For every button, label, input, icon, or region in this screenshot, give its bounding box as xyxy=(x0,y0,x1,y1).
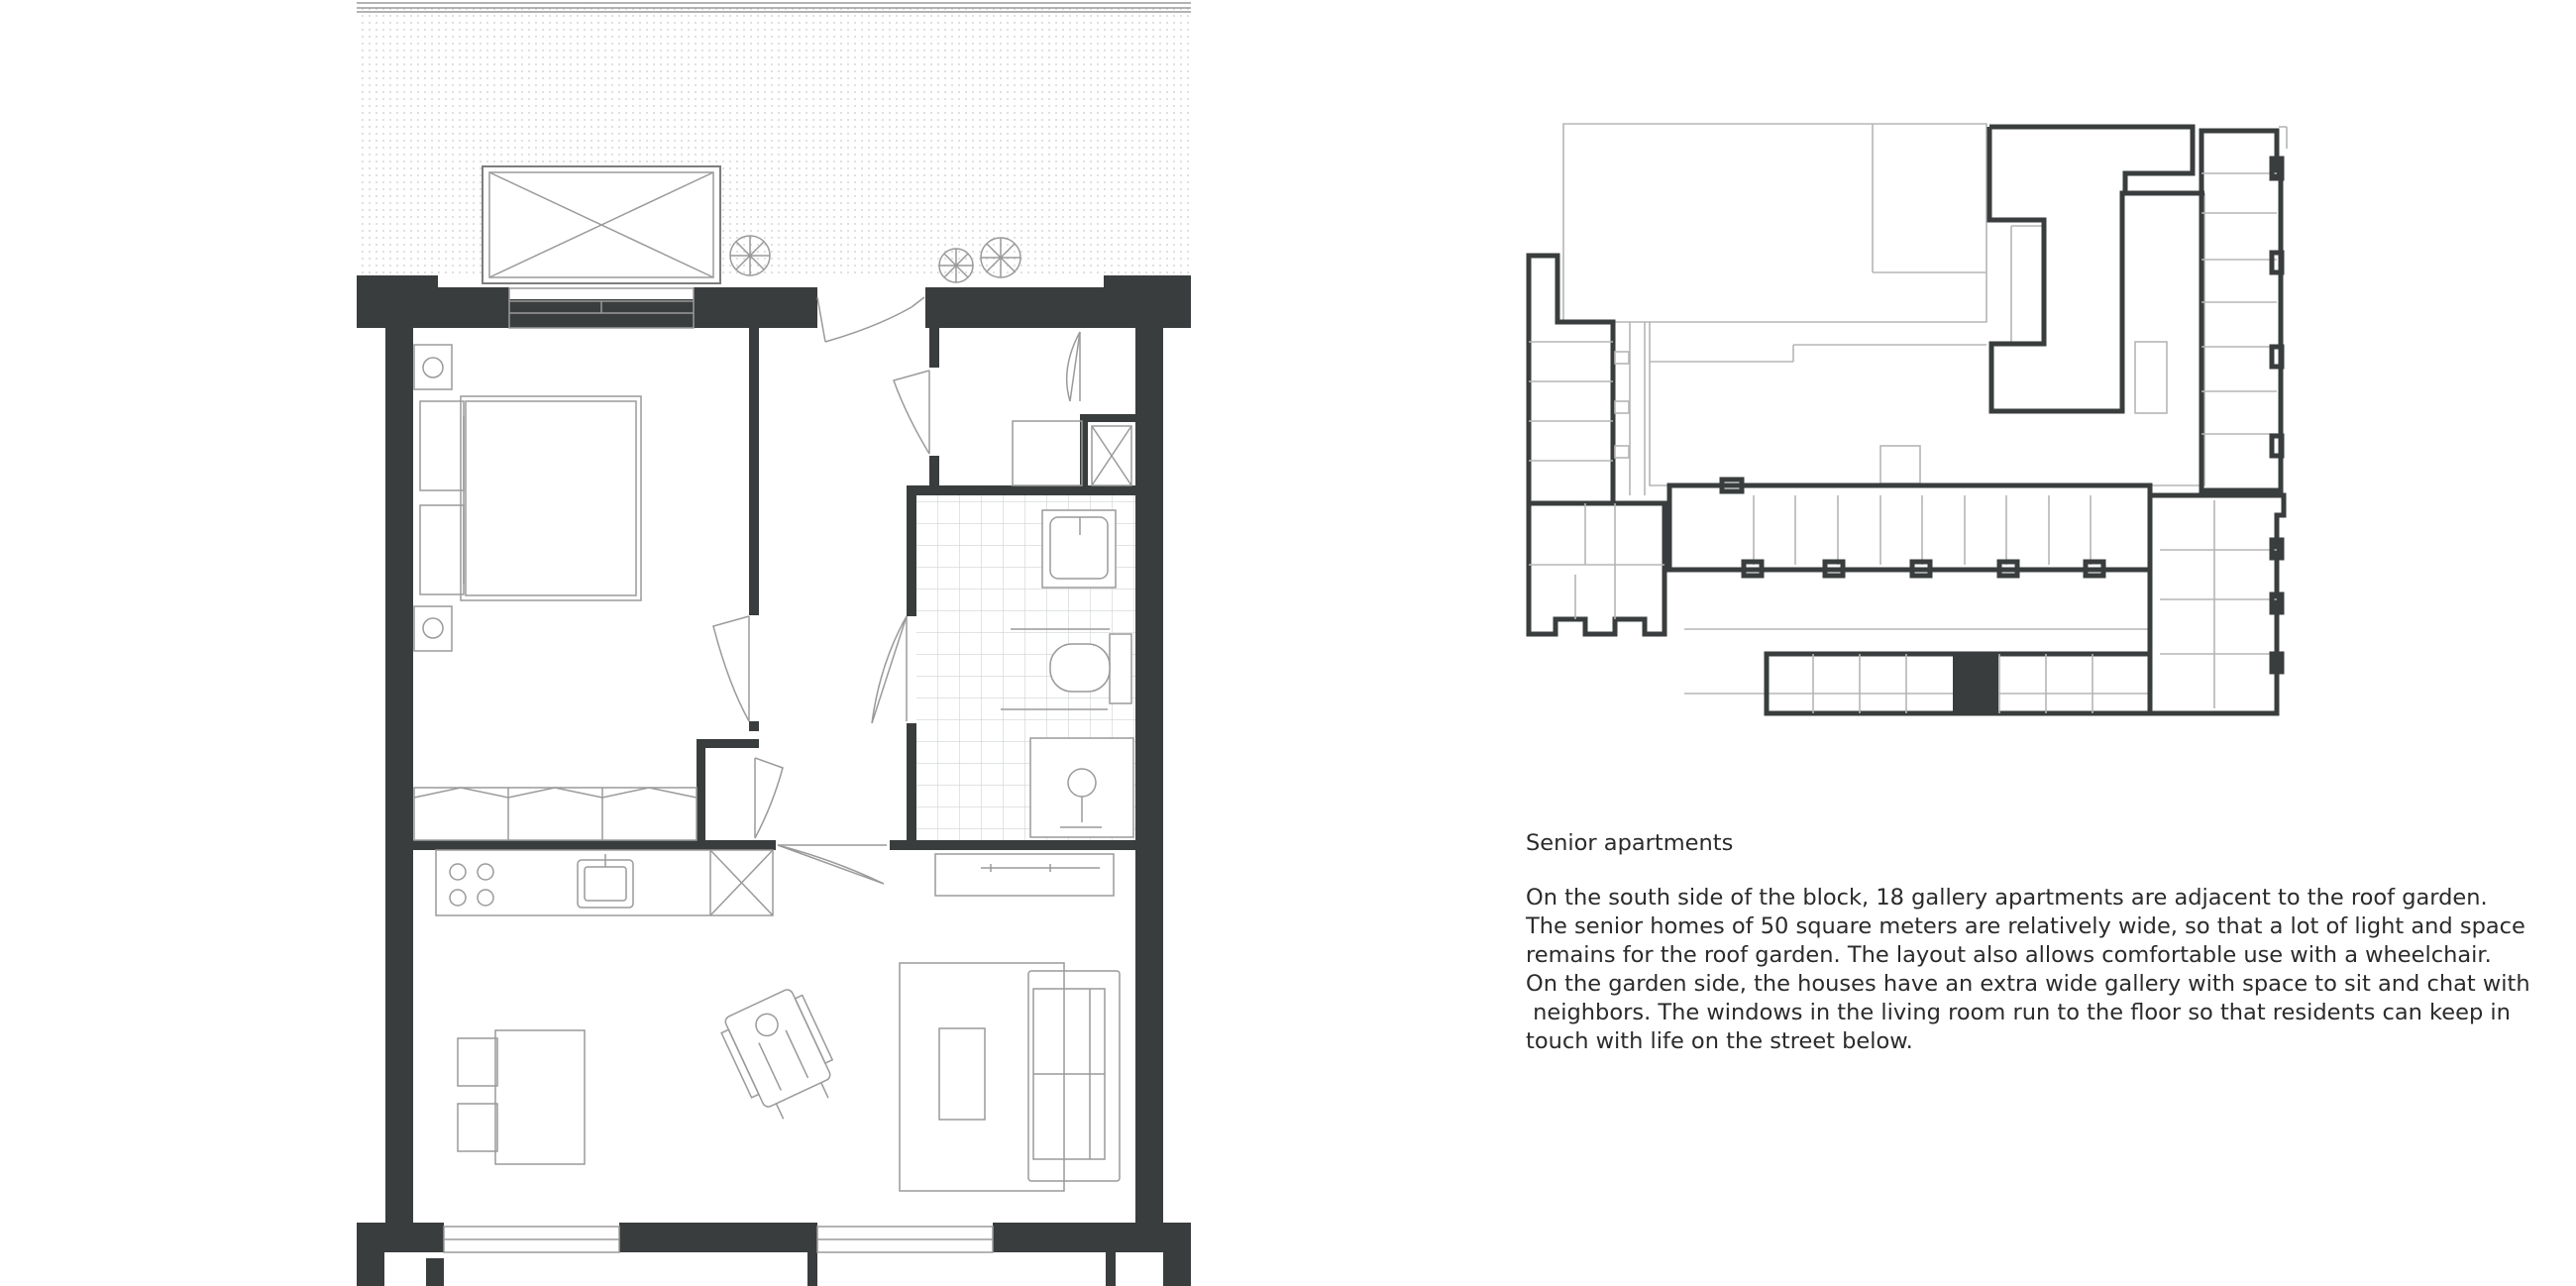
description-line: remains for the roof garden. The layout also allows comfortable use with a wheelchair. xyxy=(1526,942,2492,968)
description-line: neighbors. The windows in the living room run to the floor so that residents can keep in xyxy=(1526,1000,2511,1025)
site-south-block xyxy=(1767,654,2150,713)
site-southwest-block xyxy=(1529,503,1664,634)
description-line: On the south side of the block, 18 gallery apartments are adjacent to the roof garden. xyxy=(1526,885,2488,911)
site-east-block xyxy=(2201,131,2282,490)
description-block xyxy=(1526,828,2530,1056)
shower xyxy=(1030,738,1133,837)
description-heading: Senior apartments xyxy=(1526,830,1734,856)
site-west-block xyxy=(1529,256,1645,503)
washbasin xyxy=(1042,510,1116,588)
description-line: The senior homes of 50 square meters are relatively wide, so that a lot of light and space xyxy=(1526,913,2525,939)
description-line: touch with life on the street below. xyxy=(1526,1028,1913,1054)
site-southeast-block xyxy=(2150,495,2284,713)
plant-icon xyxy=(730,236,770,275)
site-plan xyxy=(1529,124,2287,713)
window xyxy=(817,1227,993,1252)
site-middle-block xyxy=(1669,480,2150,576)
highlighted-apartment xyxy=(1953,656,1998,711)
plant-icon xyxy=(981,238,1020,277)
description-line: On the garden side, the houses have an extra wide gallery with space to sit and chat with xyxy=(1526,971,2530,997)
roof-hatch xyxy=(483,166,720,283)
plant-icon xyxy=(939,249,973,282)
window xyxy=(444,1227,619,1252)
apartment-floor-plan xyxy=(357,3,1191,1286)
